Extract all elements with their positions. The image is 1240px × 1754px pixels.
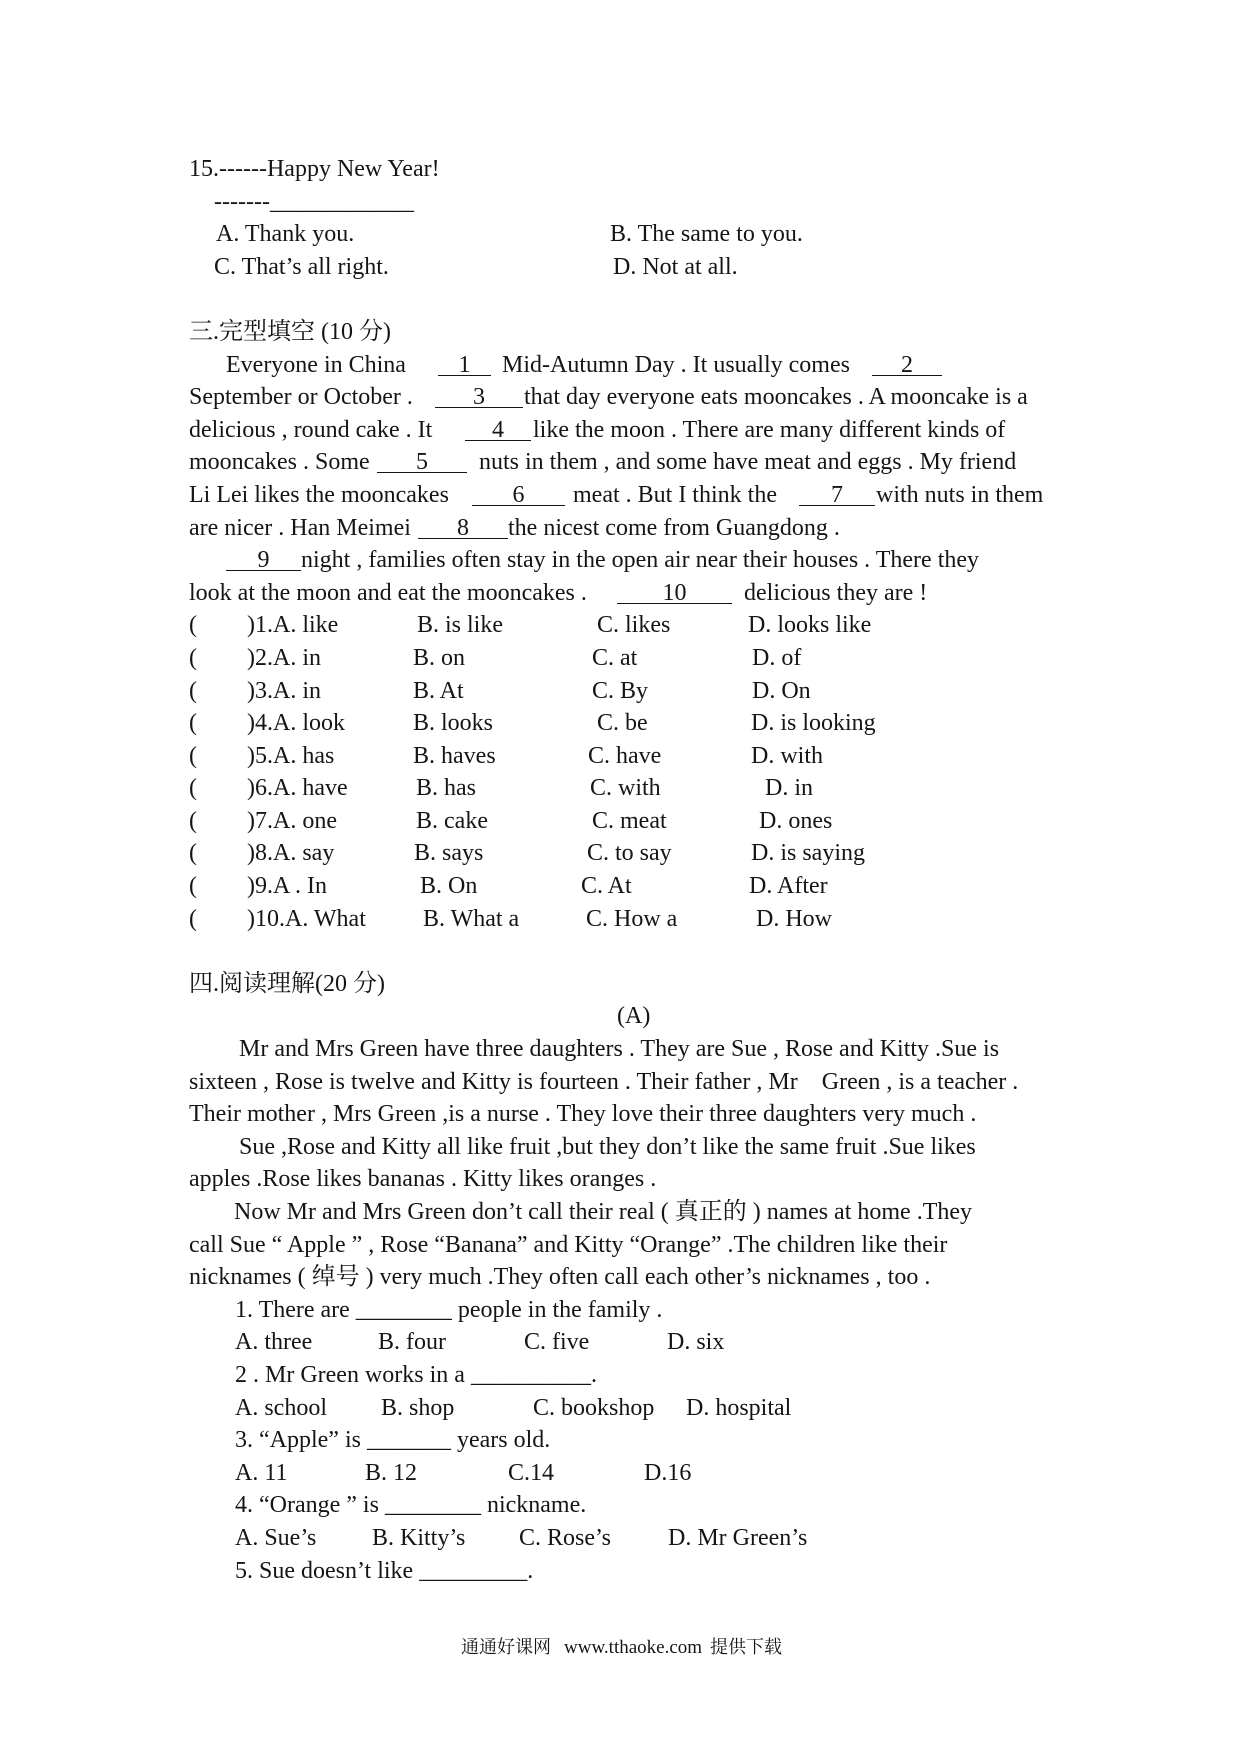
cloze-blank: 3 bbox=[435, 381, 523, 408]
option-c: C. five bbox=[524, 1329, 590, 1356]
footer-url: www.tthaoke.com bbox=[564, 1637, 703, 1658]
option-d: D. in bbox=[765, 775, 813, 802]
cloze-passage-line bbox=[0, 512, 1240, 545]
footer-note: 提供下载 bbox=[710, 1637, 782, 1658]
option-c: C. Rose’s bbox=[519, 1524, 612, 1551]
passage-text: the nicest come from Guangdong . bbox=[508, 514, 840, 541]
option-a: A. school bbox=[235, 1394, 327, 1421]
option-b: B. What a bbox=[423, 905, 520, 932]
reading-passage-line bbox=[0, 1229, 1240, 1262]
answer-bracket: ( bbox=[189, 644, 197, 671]
option-d: D. After bbox=[749, 873, 828, 900]
reading-heading-line bbox=[0, 968, 1240, 1001]
cloze-question-row bbox=[0, 870, 1240, 903]
option-b: B. is like bbox=[417, 612, 504, 639]
question-15-options-row bbox=[0, 251, 1240, 284]
answer-bracket: ( bbox=[189, 840, 197, 867]
passage-text: mooncakes . Some bbox=[189, 449, 370, 476]
option-d: D. looks like bbox=[748, 612, 872, 639]
option-b: B. on bbox=[413, 644, 466, 671]
cloze-blank: 1 bbox=[438, 349, 491, 376]
cloze-question-row bbox=[0, 642, 1240, 675]
answer-bracket: ( bbox=[189, 775, 197, 802]
passage-text: night , families often stay in the open air near their houses . There they bbox=[301, 547, 980, 574]
option-d: D. Mr Green’s bbox=[668, 1524, 808, 1551]
passage-text: Mid-Autumn Day . It usually comes bbox=[502, 351, 850, 378]
cloze-question-row bbox=[0, 903, 1240, 936]
page-footer bbox=[0, 1634, 1240, 1662]
option-a: )3.A. in bbox=[247, 677, 321, 704]
reading-options-row bbox=[0, 1457, 1240, 1490]
answer-bracket: ( bbox=[189, 677, 197, 704]
passage-text: apples .Rose likes bananas . Kitty likes oranges . bbox=[189, 1166, 657, 1193]
passage-text: nuts in them , and some have meat and eggs . My friend bbox=[479, 449, 1017, 476]
option-d: D. of bbox=[752, 644, 802, 671]
question-15-options-row bbox=[0, 218, 1240, 251]
option-c: C. to say bbox=[587, 840, 672, 867]
answer-bracket: ( bbox=[189, 742, 197, 769]
option-d: D. is looking bbox=[751, 710, 876, 737]
passage-label: (A) bbox=[617, 1003, 651, 1030]
reading-question-stem-line bbox=[0, 1359, 1240, 1392]
option-a: )4.A. look bbox=[247, 710, 345, 737]
passage-text: Everyone in China bbox=[226, 351, 406, 378]
cloze-question-row bbox=[0, 805, 1240, 838]
option-a: )5.A. has bbox=[247, 742, 335, 769]
cloze-blank: 6 bbox=[472, 479, 565, 506]
option-c: C. bookshop bbox=[533, 1394, 655, 1421]
reading-options-row bbox=[0, 1522, 1240, 1555]
option-c: C. with bbox=[590, 775, 661, 802]
cloze-blank: 2 bbox=[872, 349, 942, 376]
cloze-question-row bbox=[0, 772, 1240, 805]
question-stem: 3. “Apple” is _______ years old. bbox=[235, 1427, 551, 1454]
option-a: A. three bbox=[235, 1329, 313, 1356]
cloze-question-row bbox=[0, 675, 1240, 708]
option-a: )1.A. like bbox=[247, 612, 339, 639]
option-c: C. That’s all right. bbox=[214, 253, 389, 280]
option-a: )8.A. say bbox=[247, 840, 335, 867]
option-a: )10.A. What bbox=[247, 905, 366, 932]
option-c: C. How a bbox=[586, 905, 678, 932]
passage-text: Now Mr and Mrs Green don’t call their real ( 真正的 ) names at home .They bbox=[234, 1199, 973, 1225]
answer-bracket: ( bbox=[189, 807, 197, 834]
option-a: A. Thank you. bbox=[216, 221, 355, 248]
option-a: )7.A. one bbox=[247, 807, 337, 834]
cloze-passage-line bbox=[0, 381, 1240, 414]
passage-text: with nuts in them bbox=[876, 481, 1044, 508]
option-d: D. On bbox=[752, 677, 811, 704]
option-c: C. be bbox=[597, 710, 648, 737]
cloze-heading-line bbox=[0, 316, 1240, 349]
reading-passage-line bbox=[0, 1131, 1240, 1164]
option-d: D. hospital bbox=[686, 1394, 792, 1421]
option-b: B. has bbox=[416, 775, 476, 802]
passage-text: Sue ,Rose and Kitty all like fruit ,but they don’t like the same fruit .Sue likes bbox=[239, 1133, 976, 1160]
passage-text: Mr and Mrs Green have three daughters . They are Sue , Rose and Kitty .Sue is bbox=[239, 1036, 1000, 1063]
cloze-passage-line bbox=[0, 446, 1240, 479]
cloze-blank: 9 bbox=[226, 544, 301, 571]
passage-text: September or October . bbox=[189, 384, 413, 411]
option-b: B. The same to you. bbox=[610, 221, 803, 248]
question-stem: 1. There are ________ people in the family . bbox=[235, 1296, 663, 1323]
option-d: D. with bbox=[751, 742, 823, 769]
section-heading: 三.完型填空 (10 分) bbox=[189, 318, 391, 345]
passage-text: delicious , round cake . It bbox=[189, 416, 433, 443]
option-d: D. six bbox=[667, 1329, 725, 1356]
answer-bracket: ( bbox=[189, 710, 197, 737]
question-15-prompt: 15.------Happy New Year! bbox=[189, 156, 440, 182]
option-b: B. On bbox=[420, 873, 478, 900]
reading-question-stem-line bbox=[0, 1489, 1240, 1522]
option-d: D. Not at all. bbox=[613, 253, 738, 280]
option-a: )2.A. in bbox=[247, 644, 321, 671]
option-c: C. By bbox=[592, 677, 649, 704]
section-gap bbox=[0, 935, 1240, 968]
reading-passage-line bbox=[0, 1098, 1240, 1131]
answer-bracket: ( bbox=[189, 905, 197, 932]
option-a: A. Sue’s bbox=[235, 1524, 317, 1551]
option-d: D. is saying bbox=[751, 840, 865, 867]
passage-text: call Sue “ Apple ” , Rose “Banana” and Kitty “Orange” .The children like their bbox=[189, 1231, 948, 1258]
cloze-passage-line bbox=[0, 349, 1240, 382]
passage-text: that day everyone eats mooncakes . A mooncake is a bbox=[524, 384, 1028, 411]
option-b: B. shop bbox=[381, 1394, 455, 1421]
passage-text: Their mother , Mrs Green ,is a nurse . They love their three daughters very much . bbox=[189, 1101, 977, 1128]
question-15-response-line bbox=[0, 186, 1240, 219]
option-b: B. cake bbox=[416, 807, 488, 834]
option-b: B. looks bbox=[413, 710, 494, 737]
reading-passage-line bbox=[0, 1196, 1240, 1229]
cloze-blank: 7 bbox=[799, 479, 875, 506]
reading-passage-line bbox=[0, 1033, 1240, 1066]
cloze-passage-line bbox=[0, 544, 1240, 577]
cloze-question-row bbox=[0, 740, 1240, 773]
option-b: B. four bbox=[378, 1329, 446, 1356]
cloze-blank: 4 bbox=[465, 414, 531, 441]
reading-question-stem-line bbox=[0, 1555, 1240, 1588]
reading-passage-line bbox=[0, 1261, 1240, 1294]
option-a: A. 11 bbox=[235, 1459, 288, 1486]
reading-question-stem-line bbox=[0, 1424, 1240, 1457]
reading-options-row bbox=[0, 1326, 1240, 1359]
option-c: C.14 bbox=[508, 1459, 555, 1486]
option-c: C. meat bbox=[592, 807, 667, 834]
question-stem: 2 . Mr Green works in a __________. bbox=[235, 1361, 597, 1388]
question-15-response-blank: -------____________ bbox=[214, 188, 414, 215]
cloze-passage-line bbox=[0, 577, 1240, 610]
footer-site-name: 通通好课网 bbox=[461, 1637, 551, 1658]
option-b: B. says bbox=[414, 840, 484, 867]
cloze-blank: 10 bbox=[617, 577, 732, 604]
passage-text: look at the moon and eat the mooncakes . bbox=[189, 579, 587, 606]
section-gap bbox=[0, 283, 1240, 316]
passage-text: like the moon . There are many different kinds of bbox=[533, 416, 1006, 443]
option-b: B. Kitty’s bbox=[372, 1524, 466, 1551]
option-c: C. At bbox=[581, 873, 632, 900]
cloze-question-row bbox=[0, 837, 1240, 870]
cloze-question-row bbox=[0, 609, 1240, 642]
question-stem: 5. Sue doesn’t like _________. bbox=[235, 1557, 534, 1584]
cloze-blank: 8 bbox=[418, 512, 508, 539]
passage-text: are nicer . Han Meimei bbox=[189, 514, 411, 541]
passage-text: delicious they are ! bbox=[744, 579, 928, 606]
passage-text: nicknames ( 绰号 ) very much .They often call each other’s nicknames , too . bbox=[189, 1264, 931, 1291]
exam-content bbox=[0, 153, 1240, 1587]
cloze-blank: 5 bbox=[377, 446, 467, 473]
cloze-passage-line bbox=[0, 479, 1240, 512]
option-d: D. How bbox=[756, 905, 832, 932]
answer-bracket: ( bbox=[189, 873, 197, 900]
option-d: D. ones bbox=[759, 807, 833, 834]
reading-question-stem-line bbox=[0, 1294, 1240, 1327]
option-b: B. haves bbox=[413, 742, 496, 769]
option-a: )6.A. have bbox=[247, 775, 348, 802]
option-d: D.16 bbox=[644, 1459, 692, 1486]
cloze-question-row bbox=[0, 707, 1240, 740]
option-c: C. at bbox=[592, 644, 638, 671]
question-stem: 4. “Orange ” is ________ nickname. bbox=[235, 1492, 587, 1519]
reading-options-row bbox=[0, 1392, 1240, 1425]
passage-text: sixteen , Rose is twelve and Kitty is fourteen . Their father , Mr Green , is a teacher . bbox=[189, 1068, 1019, 1095]
option-b: B. At bbox=[413, 677, 464, 704]
passage-text: Li Lei likes the mooncakes bbox=[189, 481, 449, 508]
section-heading: 四.阅读理解(20 分) bbox=[189, 970, 385, 997]
passage-label-line bbox=[0, 1000, 1240, 1033]
option-a: )9.A . In bbox=[247, 873, 327, 900]
option-b: B. 12 bbox=[365, 1459, 418, 1486]
cloze-passage-line bbox=[0, 414, 1240, 447]
reading-passage-line bbox=[0, 1163, 1240, 1196]
option-c: C. likes bbox=[597, 612, 671, 639]
option-c: C. have bbox=[588, 742, 662, 769]
answer-bracket: ( bbox=[189, 612, 197, 639]
passage-text: meat . But I think the bbox=[573, 481, 777, 508]
reading-passage-line bbox=[0, 1066, 1240, 1099]
question-15-prompt-line bbox=[0, 153, 1240, 186]
